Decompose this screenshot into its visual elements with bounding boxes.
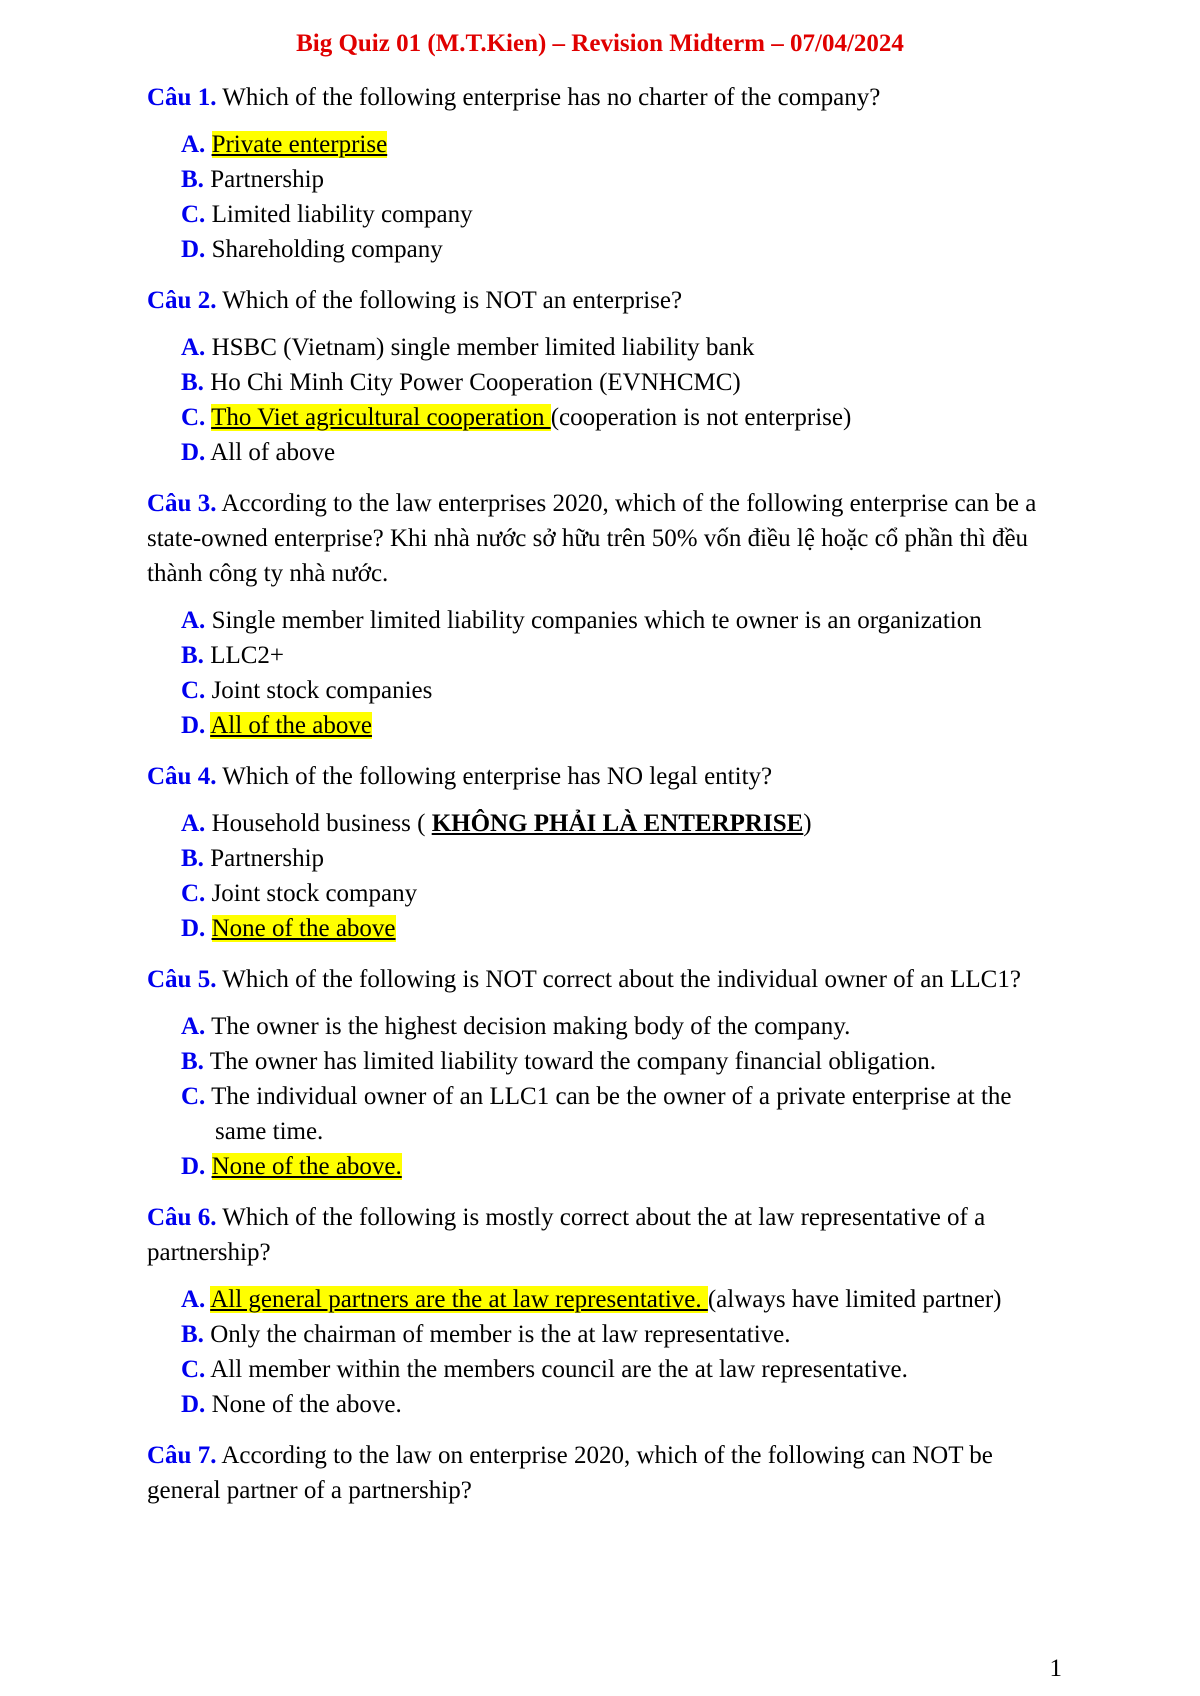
option-text: All of above — [210, 439, 336, 466]
answer-note: ) — [803, 810, 812, 837]
options-2 — [147, 330, 1067, 470]
option-letter: B. — [181, 1048, 204, 1075]
option-4d — [147, 911, 1067, 946]
option-letter: A. — [181, 607, 206, 634]
option-letter: C. — [181, 1083, 206, 1110]
question-2 — [147, 283, 1067, 318]
option-letter: C. — [181, 880, 206, 907]
question-text: Which of the following is NOT an enterprise? — [222, 287, 683, 314]
option-letter: A. — [181, 1013, 206, 1040]
question-text: According to the law enterprises 2020, which of the following enterprise can be a state-owned enterprise? Khi nhà nước sở hữu trên 50% vốn điều lệ hoặc cổ phần thì đều thành công ty nhà nước. — [147, 490, 1037, 587]
option-1a — [147, 127, 1067, 162]
question-text: According to the law on enterprise 2020, which of the following can NOT be general partner of a partnership? — [147, 1442, 993, 1504]
option-text: None of the above. — [211, 1391, 402, 1418]
option-letter: C. — [181, 404, 206, 431]
option-2a — [147, 330, 1067, 365]
question-1 — [147, 80, 1067, 115]
option-text: Joint stock company — [211, 880, 418, 907]
question-label: Câu 1. — [147, 84, 217, 111]
option-text: Shareholding company — [211, 236, 443, 263]
option-2c — [147, 400, 1067, 435]
option-letter: C. — [181, 1356, 206, 1383]
highlighted-answer: Private enterprise — [211, 131, 388, 158]
option-3a — [147, 603, 1067, 638]
option-text: Partnership — [210, 845, 325, 872]
option-text: Limited liability company — [211, 201, 473, 228]
option-5b — [147, 1044, 1067, 1079]
options-6 — [147, 1282, 1067, 1422]
highlighted-answer: Tho Viet agricultural cooperation — [211, 404, 551, 431]
option-text: The owner has limited liability toward the company financial obligation. — [209, 1048, 936, 1075]
option-6d — [147, 1387, 1067, 1422]
quiz-content — [147, 80, 1067, 1520]
page-number: 1 — [1049, 1655, 1062, 1682]
option-text: Partnership — [210, 166, 325, 193]
option-text: Single member limited liability companies which te owner is an organization — [211, 607, 982, 634]
option-1d — [147, 232, 1067, 267]
answer-note: (always have limited partner) — [707, 1286, 1002, 1313]
option-text: Only the chairman of member is the at law representative. — [210, 1321, 791, 1348]
options-5 — [147, 1009, 1067, 1184]
question-4 — [147, 759, 1067, 794]
option-4c — [147, 876, 1067, 911]
option-letter: D. — [181, 236, 206, 263]
bold-note: KHÔNG PHẢI LÀ ENTERPRISE — [431, 810, 804, 837]
highlighted-answer: None of the above. — [211, 1153, 402, 1180]
option-text: The individual owner of an LLC1 can be the owner of a private enterprise at the same time. — [211, 1083, 1012, 1145]
question-3 — [147, 486, 1067, 591]
option-text: Joint stock companies — [211, 677, 433, 704]
option-6a — [147, 1282, 1067, 1317]
option-text: All member within the members council are the at law representative. — [210, 1356, 908, 1383]
question-label: Câu 5. — [147, 966, 217, 993]
option-text: The owner is the highest decision making body of the company. — [211, 1013, 851, 1040]
option-letter: D. — [181, 1391, 206, 1418]
option-letter: B. — [181, 1321, 204, 1348]
option-1b — [147, 162, 1067, 197]
option-letter: B. — [181, 642, 204, 669]
question-7 — [147, 1438, 1067, 1508]
highlighted-answer: None of the above — [211, 915, 396, 942]
question-label: Câu 2. — [147, 287, 217, 314]
option-6b — [147, 1317, 1067, 1352]
options-1 — [147, 127, 1067, 267]
option-letter: B. — [181, 845, 204, 872]
option-text: HSBC (Vietnam) single member limited liability bank — [211, 334, 755, 361]
option-5a — [147, 1009, 1067, 1044]
option-letter: A. — [181, 334, 206, 361]
option-text: Ho Chi Minh City Power Cooperation (EVNHCMC) — [210, 369, 741, 396]
document-title: Big Quiz 01 (M.T.Kien) – Revision Midterm – 07/04/2024 — [296, 30, 904, 57]
option-letter: A. — [181, 810, 206, 837]
question-6 — [147, 1200, 1067, 1270]
option-4a — [147, 806, 1067, 841]
option-2d — [147, 435, 1067, 470]
question-text: Which of the following is NOT correct about the individual owner of an LLC1? — [222, 966, 1021, 993]
question-label: Câu 6. — [147, 1204, 217, 1231]
question-label: Câu 3. — [147, 490, 217, 517]
option-3b — [147, 638, 1067, 673]
option-letter: D. — [181, 439, 206, 466]
option-3d — [147, 708, 1067, 743]
option-text: LLC2+ — [210, 642, 285, 669]
question-5 — [147, 962, 1067, 997]
answer-note: (cooperation is not enterprise) — [550, 404, 852, 431]
option-2b — [147, 365, 1067, 400]
option-letter: A. — [181, 1286, 206, 1313]
option-1c — [147, 197, 1067, 232]
option-5d — [147, 1149, 1067, 1184]
highlighted-answer: All general partners are the at law representative. — [210, 1286, 708, 1313]
option-6c — [147, 1352, 1067, 1387]
option-letter: B. — [181, 166, 204, 193]
highlighted-answer: All of the above — [210, 712, 372, 739]
question-text: Which of the following enterprise has no charter of the company? — [222, 84, 881, 111]
option-5c — [147, 1079, 1067, 1149]
option-letter: D. — [181, 712, 206, 739]
option-letter: C. — [181, 201, 206, 228]
option-text: Household business ( — [211, 810, 432, 837]
question-text: Which of the following is mostly correct about the at law representative of a partnership? — [147, 1204, 986, 1266]
option-letter: C. — [181, 677, 206, 704]
option-letter: A. — [181, 131, 206, 158]
option-3c — [147, 673, 1067, 708]
option-4b — [147, 841, 1067, 876]
question-text: Which of the following enterprise has NO legal entity? — [222, 763, 773, 790]
question-label: Câu 4. — [147, 763, 217, 790]
question-label: Câu 7. — [147, 1442, 217, 1469]
option-letter: D. — [181, 1153, 206, 1180]
options-3 — [147, 603, 1067, 743]
options-4 — [147, 806, 1067, 946]
option-letter: B. — [181, 369, 204, 396]
option-letter: D. — [181, 915, 206, 942]
